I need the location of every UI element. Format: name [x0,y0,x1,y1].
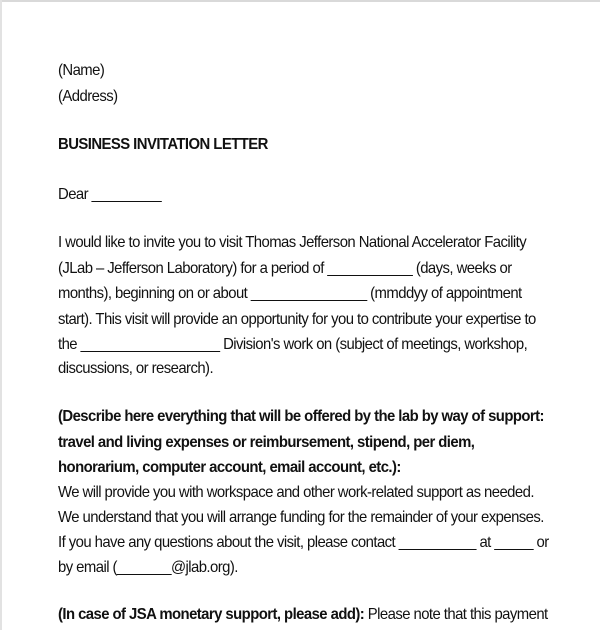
body-line-3: months), beginning on or about _______________ (mmddyy of appointment [58,285,522,302]
body-line-1: I would like to invite you to visit Thomas Jefferson National Accelerator Facility [58,234,527,251]
jsa-note [58,606,548,624]
support-body-line-2: We understand that you will arrange funding for the remainder of your expenses. [58,509,544,526]
body-line-4: start). This visit will provide an opportunity for you to contribute your expertise to [58,311,536,328]
body-line-6: discussions, or research). [58,360,214,377]
jsa-note-bold: (In case of JSA monetary support, please add): [58,606,365,623]
support-body-line-3: If you have any questions about the visit, please contact __________ at _____ or [58,534,549,551]
support-body-line-1: We will provide you with workspace and other work-related support as needed. [58,484,534,501]
salutation: Dear _________ [58,186,162,203]
letter-title: BUSINESS INVITATION LETTER [58,136,268,153]
jsa-note-text: Please note that this payment [364,606,548,623]
support-heading-line-2: travel and living expenses or reimbursement, stipend, per diem, [58,434,475,451]
page-left-edge [0,0,2,630]
support-heading-line-1: (Describe here everything that will be offered by the lab by way of support: [58,408,544,425]
sender-address: (Address) [58,88,118,105]
body-line-5: the __________________ Division's work on (subject of meetings, workshop, [58,336,528,353]
support-body-line-4: by email (_______@jlab.org). [58,559,238,576]
sender-name: (Name) [58,62,105,79]
support-heading-line-3: honorarium, computer account, email account, etc.): [58,459,401,476]
page-top-edge [0,0,600,2]
body-line-2: (JLab – Jefferson Laboratory) for a period of ___________ (days, weeks or [58,260,512,277]
